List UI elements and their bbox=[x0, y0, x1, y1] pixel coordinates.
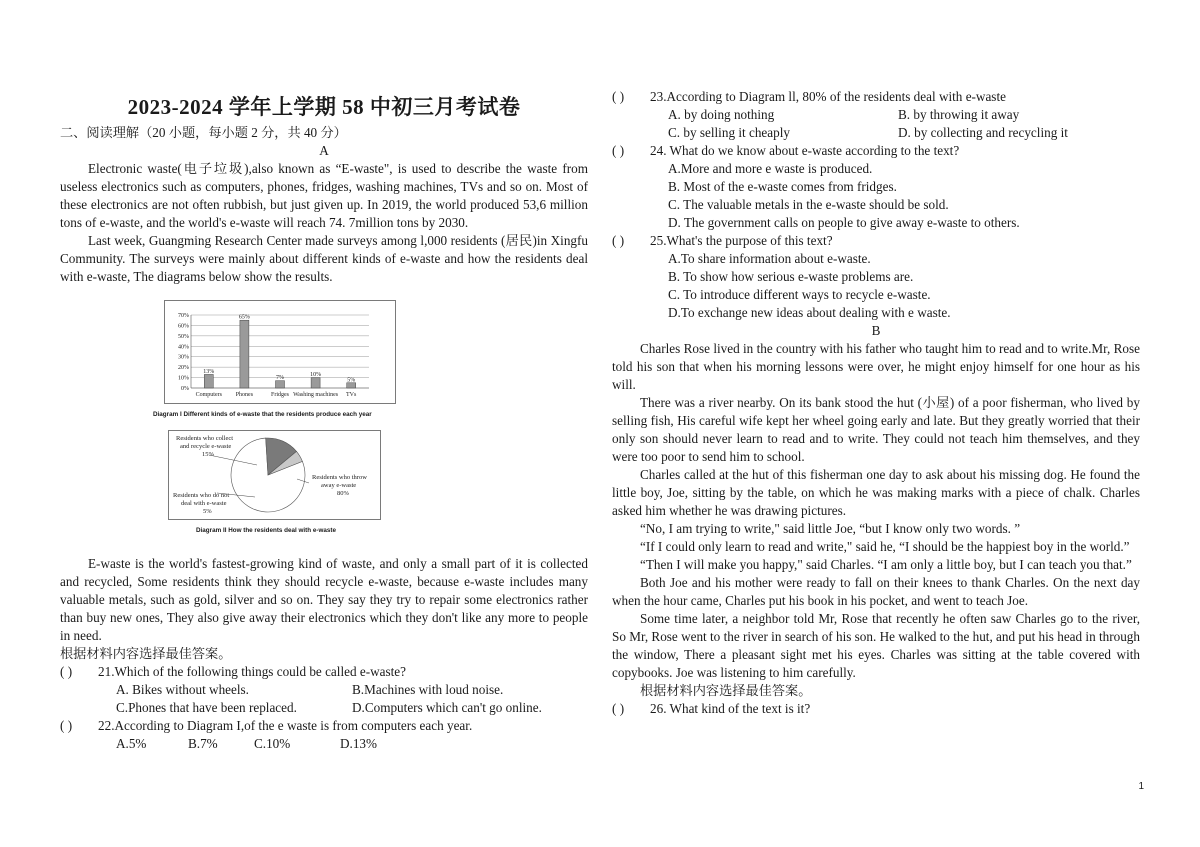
diagram-1-bar-chart bbox=[164, 300, 396, 404]
data-label: 10% bbox=[310, 372, 322, 379]
option-22-b: B.7% bbox=[188, 736, 218, 751]
page-number: 1 bbox=[1138, 781, 1144, 792]
pie-label-nodeal-2: deal with e-waste bbox=[181, 500, 227, 507]
option-23-a: A. by doing nothing bbox=[668, 107, 775, 122]
question-22-options bbox=[60, 735, 588, 753]
y-tick-label: 40% bbox=[178, 344, 189, 351]
diagram-2-pie-chart bbox=[168, 430, 381, 520]
pie-label-collect-1: Residents who collect bbox=[176, 435, 234, 442]
passage-a-paragraph-1: Electronic waste(电子垃圾),also known as “E-waste", is used to describe the waste from useless electronics such as computers, phones, fridges, washing machines, TVs and so on. Most of these electronics are not often rubbish, but just given up. In 2019, the world produced 53,6 million tons of e-waste, and the world's e-waste will reach 74. 7million tons by 2030. bbox=[60, 161, 588, 230]
x-tick-label: Computers bbox=[195, 392, 222, 398]
pie-label-throw-2: away e-waste bbox=[321, 482, 357, 489]
passage-b-paragraph-5: “If I could only learn to read and write," said he, “I should be the happiest boy in the world.” bbox=[640, 539, 1130, 554]
option-23-c: C. by selling it cheaply bbox=[668, 125, 790, 140]
y-tick-label: 10% bbox=[178, 375, 189, 382]
diagram-1-caption: Diagram I Different kinds of e-waste that the residents produce each year bbox=[153, 411, 372, 418]
x-tick-label: Fridges bbox=[271, 392, 289, 398]
option-24-b: B. Most of the e-waste comes from fridges. bbox=[668, 179, 897, 194]
pie-label-collect-2: and recycle e-waste bbox=[180, 443, 232, 450]
question-23-options bbox=[612, 106, 1140, 142]
answer-blank-21[interactable]: ( ) bbox=[60, 664, 73, 679]
option-25-b: B. To show how serious e-waste problems are. bbox=[668, 269, 914, 284]
y-tick-label: 50% bbox=[178, 333, 189, 340]
question-24-options bbox=[612, 160, 1140, 232]
bar-computers bbox=[204, 374, 213, 388]
passage-b-paragraph-6: “Then I will make you happy," said Charles. “I am only a little boy, but I can teach you that.” bbox=[640, 557, 1132, 572]
answer-blank-22[interactable]: ( ) bbox=[60, 718, 73, 733]
y-tick-label: 60% bbox=[178, 323, 189, 330]
bar-fridges bbox=[276, 381, 285, 388]
option-23-b: B. by throwing it away bbox=[898, 107, 1020, 122]
x-tick-label: Phones bbox=[235, 392, 254, 398]
diagram-2-caption: Diagram II How the residents deal with e-waste bbox=[196, 527, 336, 534]
option-21-d: D.Computers which can't go online. bbox=[352, 700, 542, 715]
option-25-c: C. To introduce different ways to recycle e-waste. bbox=[668, 287, 931, 302]
pie-label-collect-3: 15% bbox=[202, 451, 214, 458]
option-22-c: C.10% bbox=[254, 736, 291, 751]
option-21-c: C.Phones that have been replaced. bbox=[116, 700, 297, 715]
option-24-a: A.More and more e waste is produced. bbox=[668, 161, 873, 176]
passage-a-letter: A bbox=[319, 143, 329, 158]
question-24 bbox=[612, 142, 1140, 160]
x-tick-label: Washing machines bbox=[293, 392, 339, 398]
passage-b-paragraph-4: “No, I am trying to write," said little Joe, “but I know only two words. ” bbox=[640, 521, 1021, 536]
exam-title: 2023-2024 学年上学期 58 中初三月考试卷 bbox=[127, 95, 521, 119]
answer-blank-24[interactable]: ( ) bbox=[612, 143, 625, 158]
option-25-a: A.To share information about e-waste. bbox=[668, 251, 871, 266]
data-label: 65% bbox=[238, 314, 250, 321]
question-26-stem: 26. What kind of the text is it? bbox=[650, 701, 811, 716]
pie-label-throw-3: 80% bbox=[337, 490, 349, 497]
passage-a-paragraph-3: E-waste is the world's fastest-growing kind of waste, and only a small part of it is collected and recycled, Some residents think they should recycle e-waste, because e-waste includes many valuable metals, such as gold, silver and so on. They say they try to repair some electronics rather than buy new ones, They also give away their electronics which they don't like any more to people in need. bbox=[60, 556, 588, 643]
question-23-stem: 23.According to Diagram ll, 80% of the residents deal with e-waste bbox=[650, 89, 1006, 104]
passage-b-paragraph-2: There was a river nearby. On its bank stood the hut (小屋) of a poor fisherman, who lived by selling fish, His careful wife kept her wheel going early and late. But they greatly worried that their only son should never learn to read and to write. They could not teach him themselves, and they were too poor to send him to school. bbox=[612, 395, 1140, 464]
question-22 bbox=[60, 717, 588, 735]
question-21 bbox=[60, 663, 588, 681]
passage-b-letter: B bbox=[871, 323, 881, 338]
question-23 bbox=[612, 88, 1140, 106]
question-25 bbox=[612, 232, 1140, 250]
answer-blank-23[interactable]: ( ) bbox=[612, 89, 625, 104]
option-21-b: B.Machines with loud noise. bbox=[352, 682, 504, 697]
question-21-stem: 21.Which of the following things could be called e-waste? bbox=[98, 664, 406, 679]
option-21-a: A. Bikes without wheels. bbox=[116, 682, 249, 697]
pie-label-nodeal-1: Residents who do not bbox=[173, 492, 230, 499]
passage-a-paragraph-2: Last week, Guangming Research Center made surveys among l,000 residents (居民)in Xingfu Community. The surveys were mainly about different kinds of e-waste and how the residents deal with e-waste, The diagrams below show the results. bbox=[60, 233, 588, 284]
passage-a-continued bbox=[60, 555, 588, 753]
question-26 bbox=[612, 700, 1140, 718]
pie-label-throw-1: Residents who throw bbox=[312, 474, 367, 481]
data-label: 7% bbox=[276, 375, 284, 382]
option-25-d: D.To exchange new ideas about dealing with e waste. bbox=[668, 305, 951, 320]
right-column bbox=[612, 88, 1140, 718]
option-22-a: A.5% bbox=[116, 736, 147, 751]
bar-tvs bbox=[347, 383, 356, 388]
y-tick-label: 70% bbox=[178, 313, 189, 319]
passage-b-paragraph-1: Charles Rose lived in the country with his father who taught him to read and to write.Mr, Rose told his son that when his morning lessons were over, he might enjoy himself for one hour as his will. bbox=[612, 341, 1140, 392]
answer-blank-25[interactable]: ( ) bbox=[612, 233, 625, 248]
bar-washing-machines bbox=[311, 378, 320, 388]
bar-phones bbox=[240, 320, 249, 388]
question-22-stem: 22.According to Diagram I,of the e waste is from computers each year. bbox=[98, 718, 473, 733]
bar-chart-svg bbox=[165, 301, 395, 403]
passage-b-paragraph-7: Both Joe and his mother were ready to fall on their knees to thank Charles. On the next day when the hour came, Charles put his book in his pocket, and went to teach Joe. bbox=[612, 575, 1140, 608]
data-label: 5% bbox=[347, 377, 356, 384]
passage-a-instruction: 根据材料内容选择最佳答案。 bbox=[60, 646, 232, 661]
y-tick-label: 0% bbox=[181, 386, 189, 392]
option-22-d: D.13% bbox=[340, 736, 377, 751]
option-24-c: C. The valuable metals in the e-waste should be sold. bbox=[668, 197, 949, 212]
option-24-d: D. The government calls on people to give away e-waste to others. bbox=[668, 215, 1020, 230]
answer-blank-26[interactable]: ( ) bbox=[612, 701, 625, 716]
option-23-d: D. by collecting and recycling it bbox=[898, 125, 1068, 140]
question-25-stem: 25.What's the purpose of this text? bbox=[650, 233, 833, 248]
question-24-stem: 24. What do we know about e-waste according to the text? bbox=[650, 143, 960, 158]
pie-chart-svg bbox=[169, 431, 380, 519]
passage-b-paragraph-3: Charles called at the hut of this fisherman one day to ask about his missing dog. He found the little boy, Joe, sitting by the table, on which he was making marks with a piece of chalk. Charles asked him whether he was drawing pictures. bbox=[612, 467, 1140, 518]
passage-a bbox=[60, 142, 588, 286]
section-heading: 二、阅读理解（20 小题，每小题 2 分，共 40 分） bbox=[60, 125, 347, 140]
passage-b-instruction: 根据材料内容选择最佳答案。 bbox=[640, 683, 812, 698]
y-tick-label: 30% bbox=[178, 354, 189, 361]
data-label: 13% bbox=[203, 368, 215, 375]
passage-b-paragraph-8: Some time later, a neighbor told Mr, Rose that recently he often saw Charles go to the river, So Mr, Rose went to the river in search of his son. He walked to the hut, and put his head in through the window, There a pleasant sight met his eyes. Charles was sitting at the table covered with copybooks. Joe was listening to him carefully. bbox=[612, 611, 1140, 680]
question-21-options bbox=[60, 681, 588, 717]
question-25-options bbox=[612, 250, 1140, 322]
pie-label-nodeal-3: 5% bbox=[203, 508, 212, 515]
y-tick-label: 20% bbox=[178, 365, 189, 372]
x-tick-label: TVs bbox=[346, 392, 357, 398]
